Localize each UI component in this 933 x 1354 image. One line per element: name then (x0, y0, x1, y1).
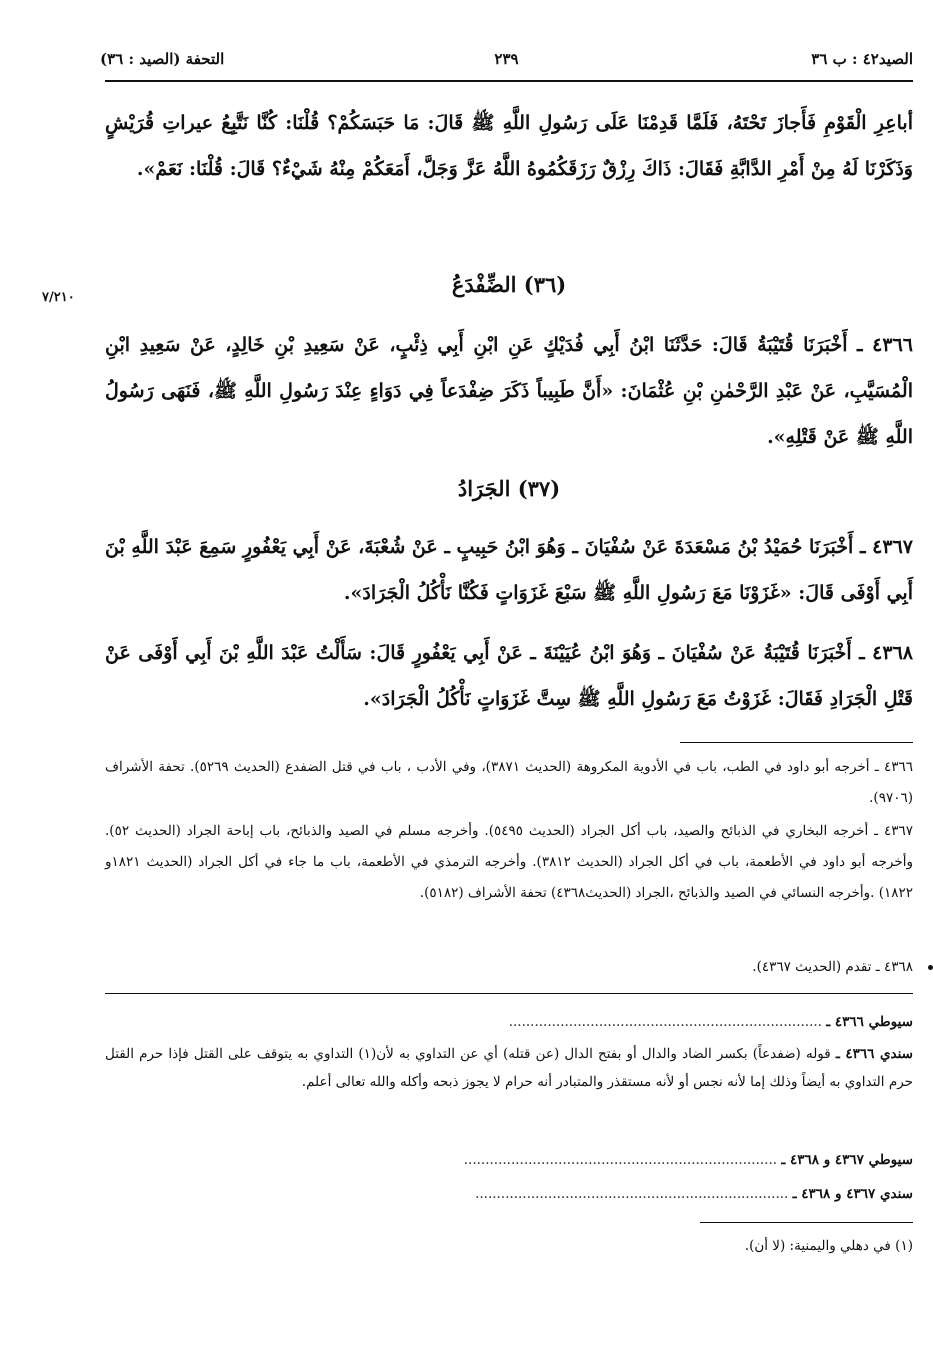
dot-leader: ......................................................................... (475, 1186, 789, 1202)
hadith-4366: ٤٣٦٦ ـ أَخْبَرَنَا قُتَيْبَةُ قَالَ: حَدَّثَنَا ابْنُ أَبِي فُدَيْكٍ عَنِ ابْنِ أَبِي ذِئْبٍ، عَنْ سَعِيدِ بْنِ خَالِدٍ، عَنْ سَعِيدِ ابْنِ الْمُسَيَّبِ، عَنْ عَبْدِ الرَّحْمٰنِ بْنِ عُثْمَانَ: «أَنَّ طَبِيباً ذَكَرَ ضِفْدَعاً فِي دَوَاءٍ عِنْدَ رَسُولِ اللَّهِ ﷺ، فَنَهَى رَسُولُ اللَّهِ ﷺ عَنْ قَتْلِهِ». (105, 334, 913, 448)
page-number: ٢٣٩ (494, 50, 519, 68)
margin-bullet (928, 965, 933, 970)
sindi-4366-text: قوله (ضفدعاً) بكسر الضاد والدال أو بفتح الدال (عن قتله) أي عن التداوي به لأن(١) التداوي به يتوقف على القتل فإذا حرم القتل حرم التداوي به أيضاً وذلك إما لأنه نجس أو لأنه مستقذر والمتبادر أنه حرام لا يجوز ذبحه وأكله والله تعالى أعلم. (105, 1046, 913, 1090)
dot-leader: ......................................................................... (463, 1152, 778, 1168)
dot-leader: ......................................................................... (508, 1014, 822, 1030)
takhrij-4368: ٤٣٦٨ ـ تقدم (الحديث ٤٣٦٧). (752, 959, 913, 975)
sindi-4366-label: سندي ٤٣٦٦ ـ (835, 1046, 913, 1062)
header-tuhfa-ref: التحفة (الصيد : ٣٦) (100, 50, 225, 68)
note-rule (700, 1222, 913, 1223)
running-header (100, 50, 913, 76)
header-book-ref: الصيد٤٢ : ب ٣٦ (811, 50, 913, 68)
suyuti-4367-line (105, 1146, 913, 1174)
hadith-4368: ٤٣٦٨ ـ أَخْبَرَنَا قُتَيْبَةُ عَنْ سُفْيَانَ ـ وَهُوَ ابْنُ عُيَيْنَةَ ـ عَنْ أَبِي يَعْفُورٍ قَالَ: سَأَلْتُ عَبْدَ اللَّهِ بْنَ أَبِي أَوْفَى عَنْ قَتْلِ الْجَرَادِ فَقَالَ: غَزَوْتُ مَعَ رَسُولِ اللَّهِ ﷺ سِتَّ غَزَوَاتٍ نَأْكُلُ الْجَرَادَ». (105, 642, 913, 710)
takhrij-4366: ٤٣٦٦ ـ أخرجه أبو داود في الطب، باب في الأدوية المكروهة (الحديث ٣٨٧١)، وفي الأدب ، باب في قتل الضفدع (الحديث ٥٢٦٩). تحفة الأشراف (٩٧٠٦). (105, 759, 913, 806)
suyuti-4366-line (105, 1008, 913, 1036)
margin-reference: ٧/٢١٠ (42, 290, 75, 305)
takhrij-4367: ٤٣٦٧ ـ أخرجه البخاري في الذبائح والصيد، باب أكل الجراد (الحديث ٥٤٩٥). وأخرجه مسلم في الصيد والذبائح، باب إباحة الجراد (الحديث ٥٢). وأخرجه أبو داود في الأطعمة، باب في أكل الجراد (الحديث ٣٨١٢). وأخرجه الترمذي في الأطعمة، باب ما جاء في أكل الجراد (الحديث ١٨٢١و ١٨٢٢) .وأخرجه النسائي في الصيد والذبائح ،الجراد (الحديث٤٣٦٨) تحفة الأشراف (٥١٨٢). (105, 823, 913, 901)
sindi-4367-label: سندي ٤٣٦٧ و ٤٣٦٨ ـ (792, 1186, 913, 1202)
sindi-4367-line (105, 1180, 913, 1208)
footnote-rule (680, 742, 913, 743)
chapter-heading-37: (٣٧) الجَرَادُ (457, 476, 561, 501)
suyuti-4366-label: سيوطي ٤٣٦٦ ـ (826, 1014, 913, 1030)
sindi-4366-commentary (105, 1040, 913, 1096)
intro-paragraph: أباعِرِ الْقَوْمِ فَأَجازَ تَحْتَهُ، فَلَمَّا قَدِمْنَا عَلَى رَسُولِ اللَّهِ ﷺ قَالَ: مَا حَبَسَكُمْ؟ قُلْنَا: كُنَّا نَتَّبِعُ عيراتِ قُرَيْشٍ وَذَكَرْنَا لَهُ مِنْ أَمْرِ الدَّابَّةِ فَقَالَ: ذَاكَ رِزْقٌ رَزَقَكُمُوهُ اللَّهُ عَزَّ وَجَلَّ، أَمَعَكُمْ مِنْهُ شَيْءٌ؟ قَالَ: قُلْنَا: نَعَمْ». (105, 112, 913, 180)
hadith-4367: ٤٣٦٧ ـ أَخْبَرَنَا حُمَيْدُ بْنُ مَسْعَدَةَ عَنْ سُفْيَانَ ـ وَهُوَ ابْنُ حَبِيبٍ ـ عَنْ شُعْبَةَ، عَنْ أَبِي يَعْفُورٍ سَمِعَ عَبْدَ اللَّهِ بْنَ أَبِي أَوْفَى قَالَ: «غَزَوْنَا مَعَ رَسُولِ اللَّهِ ﷺ سَبْعَ غَزَوَاتٍ فَكُنَّا نَأْكُلُ الْجَرَادَ». (105, 536, 913, 604)
chapter-heading-36: (٣٦) الضِّفْدَعُ (451, 272, 567, 297)
variant-note: (١) في دهلي واليمنية: (لا أن). (744, 1238, 913, 1254)
suyuti-4367-label: سيوطي ٤٣٦٧ و ٤٣٦٨ ـ (781, 1152, 913, 1168)
header-rule (105, 80, 913, 82)
commentary-rule (105, 993, 913, 994)
